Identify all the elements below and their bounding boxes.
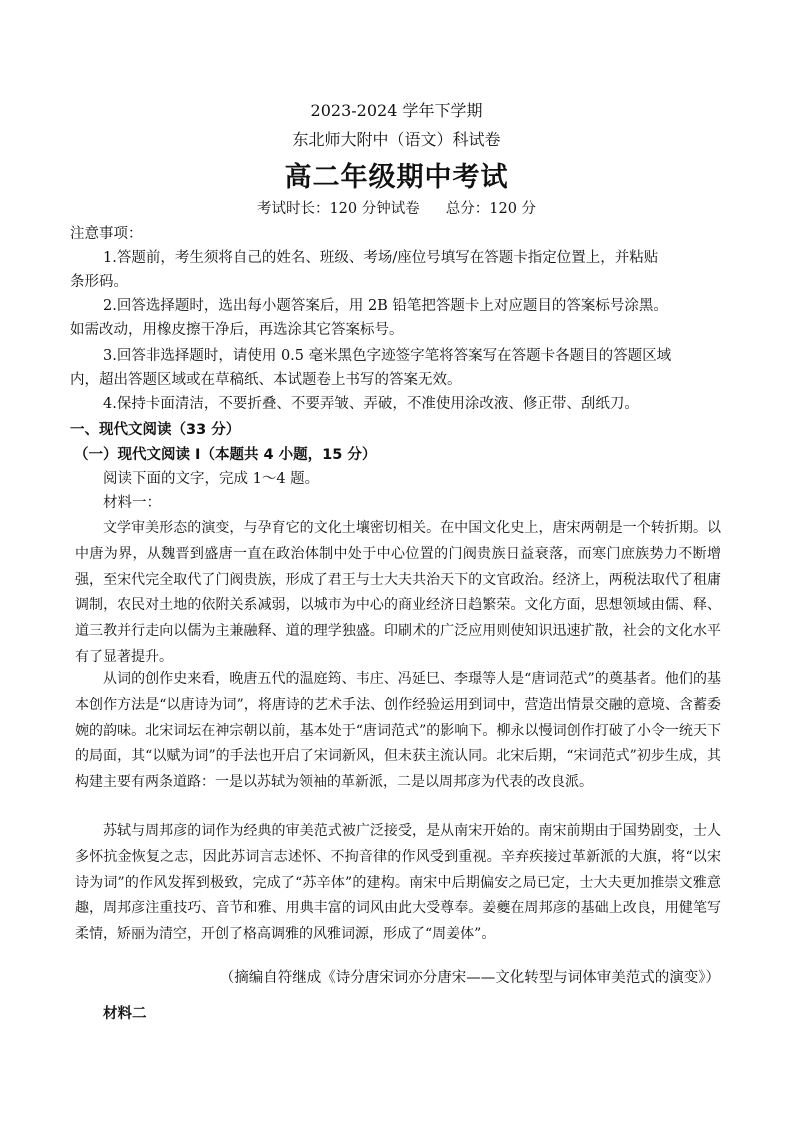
- notice-item-2-line-1: 2.回答选择题时，选出每小题答案后，用 2B 铅笔把答题卡上对应题目的答案标号涂黑。: [103, 298, 668, 314]
- material-two-label: 材料二: [103, 1005, 147, 1022]
- material-one-label: 材料一：: [103, 495, 161, 511]
- notice-item-1-line-2: 条形码。: [70, 274, 128, 290]
- notice-item-4: 4.保持卡面清洁，不要折叠、不要弄皱、弄破，不准使用涂改液、修正带、刮纸刀。: [103, 396, 639, 412]
- material-one-paragraph-2: 从词的创作史来看，晚唐五代的温庭筠、韦庄、冯延巳、李璟等人是“唐词范式”的奠基者。他们的基本创作方法是“以唐诗为词”，将唐诗的艺术手法、创作经验运用到词中，营造出情景交融的意境、含蓄委婉的韵味。北宋词坛在神宗朝以前，基本处于“唐词范式”的影响下。柳永以慢词创作打破了小令一统天下的局面，其“以赋为词”的手法也开启了宋词新风，但未获主流认同。北宋后期，“宋词范式”初步生成，其构建主要有两条道路：一是以苏轼为领袖的革新派，二是以周邦彦为代表的改良派。: [75, 671, 721, 791]
- sub-section-heading: （一）现代文阅读 I（本题共 4 小题，15 分）: [74, 447, 377, 463]
- exam-meta: [0, 197, 793, 218]
- notice-item-3-line-2: 内，超出答题区域或在草稿纸、本试题卷上书写的答案无效。: [70, 372, 462, 388]
- source-citation: （摘编自符继成《诗分唐宋词亦分唐宋——文化转型与词体审美范式的演变》）: [219, 970, 720, 986]
- material-one-paragraph-3: 苏轼与周邦彦的词作为经典的审美范式被广泛接受，是从南宋开始的。南宋前期由于国势剧变，士人多怀抗金恢复之志，因此苏词言志述怀、不拘音律的作风受到重视。辛弃疾接过革新派的大旗，将“以宋诗为词”的作风发挥到极致，完成了“苏辛体”的建构。南宋中后期偏安之局已定，士大夫更加推崇文雅意趣，周邦彦注重技巧、音节和雅、用典丰富的词风由此大受尊奉。姜夔在周邦彦的基础上改良，用健笔写柔情，矫丽为清空，开创了格高调雅的风雅词源，形成了“周姜体”。: [75, 823, 721, 943]
- section-heading: 一、现代文阅读（33 分）: [70, 422, 241, 438]
- exam-total: 总分：120 分: [445, 201, 537, 217]
- material-one-paragraph-1: 文学审美形态的演变，与孕育它的文化土壤密切相关。在中国文化史上，唐宋两朝是一个转折期。以中唐为界，从魏晋到盛唐一直在政治体制中处于中心位置的门阀贵族日益衰落，而寒门庶族势力不断增强，至宋代完全取代了门阀贵族，形成了君王与士大夫共治天下的文官政治。经济上，两税法取代了租庸调制，农民对土地的依附关系减弱，以城市为中心的商业经济日趋繁荣。文化方面，思想领域由儒、释、道三教并行走向以儒为主兼融释、道的理学独盛。印刷术的广泛应用则使知识迅速扩散，社会的文化水平有了显著提升。: [75, 520, 721, 665]
- year-term: 2023-2024 学年下学期: [310, 101, 483, 120]
- reading-instruction: 阅读下面的文字，完成 1～4 题。: [103, 471, 320, 487]
- exam-title: 高二年级期中考试: [284, 162, 509, 193]
- notice-item-1-line-1: 1.答题前，考生须将自己的姓名、班级、考场/座位号填写在答题卡指定位置上，并粘贴: [103, 250, 659, 266]
- exam-duration: 考试时长：120 分钟试卷: [256, 201, 420, 217]
- school-subject: 东北师大附中（语文）科试卷: [292, 130, 501, 149]
- notice-title: 注意事项：: [70, 226, 143, 242]
- notice-item-3-line-1: 3.回答非选择题时，请使用 0.5 毫米黑色字迹签字笔将答案写在答题卡各题目的答题区域: [103, 348, 672, 364]
- notice-item-2-line-2: 如需改动，用橡皮擦干净后，再选涂其它答案标号。: [70, 322, 404, 338]
